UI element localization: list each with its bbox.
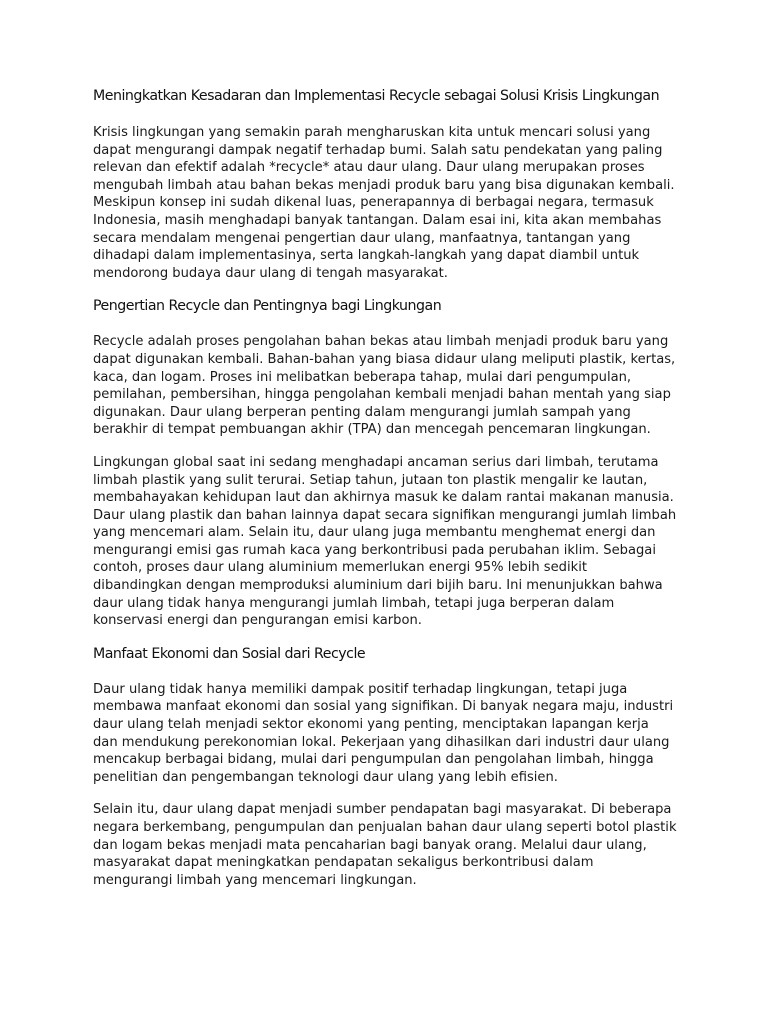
paragraph: Lingkungan global saat ini sedang menghadapi ancaman serius dari limbah, terutama limbah plastik yang sulit terurai. Setiap tahun, jutaan ton plastik mengalir ke lautan, membahayakan kehidupan laut dan akhirnya masuk ke dalam rantai makanan manusia. Daur ulang plastik dan bahan lainnya dapat secara signifikan mengurangi jumlah limbah yang mencemari alam. Selain itu, daur ulang juga membantu menghemat energi dan mengurangi emisi gas rumah kaca yang berkontribusi pada perubahan iklim. Sebagai contoh, proses daur ulang aluminium memerlukan energi 95% lebih sedikit dibandingkan dengan memproduksi aluminium dari bijih baru. Ini menunjukkan bahwa daur ulang tidak hanya mengurangi jumlah limbah, tetapi juga berperan dalam konservasi energi dan pengurangan emisi karbon. <box>93 454 677 629</box>
paragraph: Daur ulang tidak hanya memiliki dampak positif terhadap lingkungan, tetapi juga membawa manfaat ekonomi dan sosial yang signifikan. Di banyak negara maju, industri daur ulang telah menjadi sektor ekonomi yang penting, menciptakan lapangan kerja dan mendukung perekonomian lokal. Pekerjaan yang dihasilkan dari industri daur ulang mencakup berbagai bidang, mulai dari pengumpulan dan pengolahan limbah, hingga penelitian dan pengembangan teknologi daur ulang yang lebih efisien. <box>93 681 674 785</box>
section-heading-pengertian: Pengertian Recycle dan Pentingnya bagi Lingkungan <box>93 298 442 315</box>
section-heading-manfaat: Manfaat Ekonomi dan Sosial dari Recycle <box>93 645 366 662</box>
document-body <box>93 86 677 904</box>
paragraph: Selain itu, daur ulang dapat menjadi sumber pendapatan bagi masyarakat. Di beberapa negara berkembang, pengumpulan dan penjualan bahan daur ulang seperti botol plastik dan logam bekas menjadi mata pencaharian bagi banyak orang. Melalui daur ulang, masyarakat dapat meningkatkan pendapatan sekaligus berkontribusi dalam mengurangi limbah yang mencemari lingkungan. <box>93 802 677 888</box>
intro-paragraph: Krisis lingkungan yang semakin parah mengharuskan kita untuk mencari solusi yang dapat mengurangi dampak negatif terhadap bumi. Salah satu pendekatan yang paling relevan dan efektif adalah *recycle* atau daur ulang. Daur ulang merupakan proses mengubah limbah atau bahan bekas menjadi produk baru yang bisa digunakan kembali. Meskipun konsep ini sudah dikenal luas, penerapannya di berbagai negara, termasuk Indonesia, masih menghadapi banyak tantangan. Dalam esai ini, kita akan membahas secara mendalam mengenai pengertian daur ulang, manfaatnya, tantangan yang dihadapi dalam implementasinya, serta langkah-langkah yang dapat diambil untuk mendorong budaya daur ulang di tengah masyarakat. <box>93 125 675 281</box>
paragraph: Recycle adalah proses pengolahan bahan bekas atau limbah menjadi produk baru yang dapat digunakan kembali. Bahan-bahan yang biasa didaur ulang meliputi plastik, kertas, kaca, dan logam. Proses ini melibatkan beberapa tahap, mulai dari pengumpulan, pemilahan, pembersihan, hingga pengolahan kembali menjadi bahan mentah yang siap digunakan. Daur ulang berperan penting dalam mengurangi jumlah sampah yang berakhir di tempat pembuangan akhir (TPA) dan mencegah pencemaran lingkungan. <box>93 334 676 438</box>
document-title: Meningkatkan Kesadaran dan Implementasi Recycle sebagai Solusi Krisis Lingkungan <box>93 88 660 104</box>
